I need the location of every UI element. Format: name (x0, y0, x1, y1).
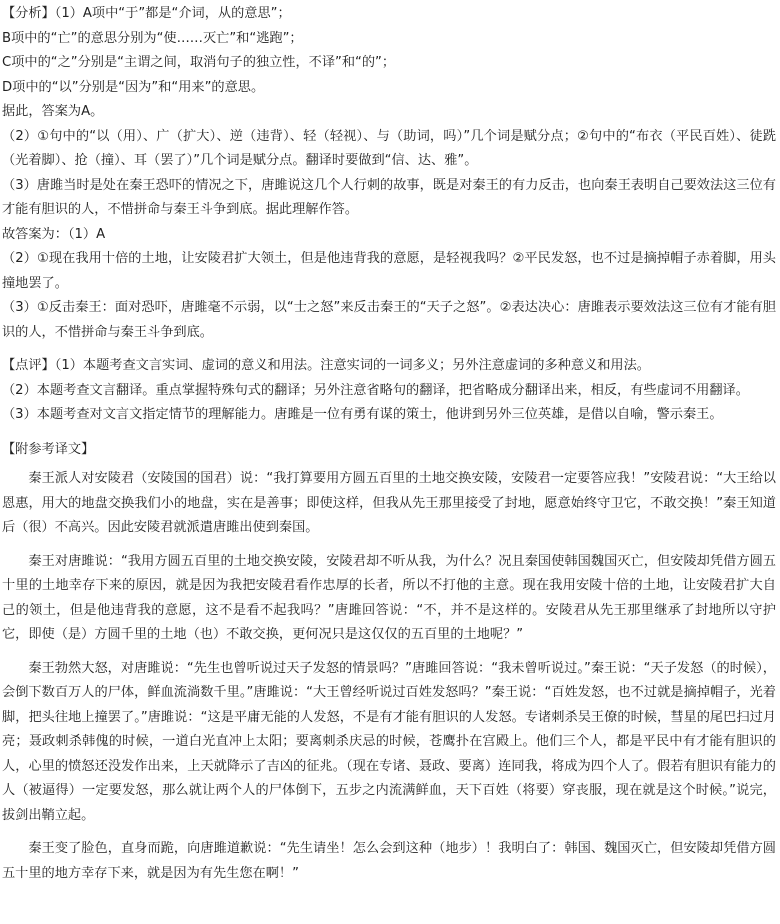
translation-paragraph-1: 秦王派人对安陵君（安陵国的国君）说：“我打算要用方圆五百里的土地交换安陵，安陵君一定要答应我！”安陵君说：“大王给以恩惠，用大的地盘交换我们小的地盘，实在是善事；即使这样，但我从先王那里接受了封地，愿意始终守卫它，不敢交换！”秦王知道后（很）不高兴。因此安陵君就派遣唐雎出使到秦国。 (2, 471, 776, 535)
answer-section (2, 223, 776, 346)
translation-heading: 【附参考译文】 (2, 441, 95, 457)
comment-paragraph-2: （2）本题考查文言翻译。重点掌握特殊句式的翻译；另外注意省略句的翻译，把省略成分翻译出来，相反，有些虚词不用翻译。 (2, 382, 749, 398)
answer-paragraph-3: （3）①反击秦王：面对恐吓，唐雎毫不示弱，以“士之怒”来反击秦王的“天子之怒”。②表达决心：唐雎表示要效法这三位有才能有胆识的人，不惜拼命与秦王斗争到底。 (2, 300, 776, 340)
analysis-line-5: 据此，答案为A。 (2, 104, 104, 119)
answer-line-1: 故答案为：（1）A (2, 226, 106, 242)
translation-paragraph-3: 秦王勃然大怒，对唐雎说：“先生也曾听说过天子发怒的情景吗？”唐雎回答说：“我未曾听说过。”秦王说：“天子发怒（的时候），会倒下数百万人的尸体，鲜血流淌数千里。”唐雎说：“大王曾经听说过百姓发怒吗？”秦王说：“百姓发怒，也不过就是摘掉帽子，光着脚，把头往地上撞罢了。”唐雎说：“这是平庸无能的人发怒，不是有才能有胆识的人发怒。专诸刺杀吴王僚的时候，彗星的尾巴扫过月亮；聂政刺杀韩傀的时候，一道白光直冲上太阳；要离刺杀庆忌的时候，苍鹰扑在宫殿上。他们三个人，都是平民中有才能有胆识的人，心里的愤怒还没发作出来，上天就降示了吉凶的征兆。（现在专诸、聂政、要离）连同我，将成为四个人了。假若有胆识有能力的人（被逼得）一定要发怒，那么就让两个人的尸体倒下，五步之内流满鲜血，天下百姓（将要）穿丧服，现在就是这个时候。”说完，拔剑出鞘立起。 (2, 660, 776, 823)
analysis-line-4: D项中的“以”分别是“因为”和“用来”的意思。 (2, 79, 265, 95)
analysis-line-2: B项中的“亡”的意思分别为“使……灭亡”和“逃跑”； (2, 30, 303, 46)
analysis-section (2, 0, 776, 223)
translation-paragraph-2: 秦王对唐雎说：“我用方圆五百里的土地交换安陵，安陵君却不听从我，为什么？况且秦国使韩国魏国灭亡，但安陵却凭借方圆五十里的土地幸存下来的原因，就是因为我把安陵君看作忠厚的长者，所以不打他的主意。现在我用安陵十倍的土地，让安陵君扩大自己的领土，但是他违背我的意愿，这不是看不起我吗？”唐雎回答说：“不，并不是这样的。安陵君从先王那里继承了封地所以守护它，即使（是）方圆千里的土地（也）不敢交换，更何况只是这仅仅的五百里的土地呢？” (2, 553, 776, 642)
section-spacer (2, 428, 776, 438)
analysis-paragraph-3: （3）唐雎当时是处在秦王恐吓的情况之下，唐雎说这几个人行刺的故事，既是对秦王的有力反击，也向秦王表明自己要效法这三位有才能有胆识的人，不惜拼命与秦王斗争到底。据此理解作答。 (2, 177, 776, 217)
analysis-line-3: C项中的“之”分别是“主谓之间，取消句子的独立性，不译”和“的”； (2, 55, 396, 70)
paragraph-spacer (2, 828, 776, 837)
comment-line-3: （3）本题考查对文言文指定情节的理解能力。唐雎是一位有勇有谋的策士，他讲到另外三位英雄，是借以自喻，警示秦王。 (2, 407, 723, 422)
analysis-line-1: 【分析】（1）A项中“于”都是“介词，从的意思”； (2, 6, 291, 21)
translation-paragraph-4: 秦王变了脸色，直身而跪，向唐雎道歉说：“先生请坐！怎么会到这种（地步）！我明白了：韩国、魏国灭亡，但安陵却凭借方圆五十里的地方幸存下来，就是因为有先生您在啊！” (2, 841, 776, 881)
paragraph-spacer (2, 541, 776, 550)
answer-paragraph-2: （2）①现在我用十倍的土地，让安陵君扩大领土，但是他违背我的意愿，是轻视我吗？②平民发怒，也不过是摘掉帽子赤着脚，用头撞地罢了。 (2, 251, 776, 291)
section-spacer (2, 345, 776, 354)
comment-line-1: 【点评】（1）本题考查文言实词、虚词的意义和用法。注意实词的一词多义；另外注意虚词的多种意义和用法。 (2, 358, 650, 373)
translation-section (2, 438, 776, 887)
comment-section (2, 354, 776, 428)
paragraph-spacer (2, 648, 776, 657)
analysis-paragraph-2: （2）①句中的“以（用）、广（扩大）、逆（违背）、轻（轻视）、与（助词，吗）”几个词是赋分点；②句中的“布衣（平民百姓）、徒跣（光着脚）、抢（撞）、耳（罢了）”几个词是赋分点。翻译时要做到“信、达、雅”。 (2, 128, 776, 168)
